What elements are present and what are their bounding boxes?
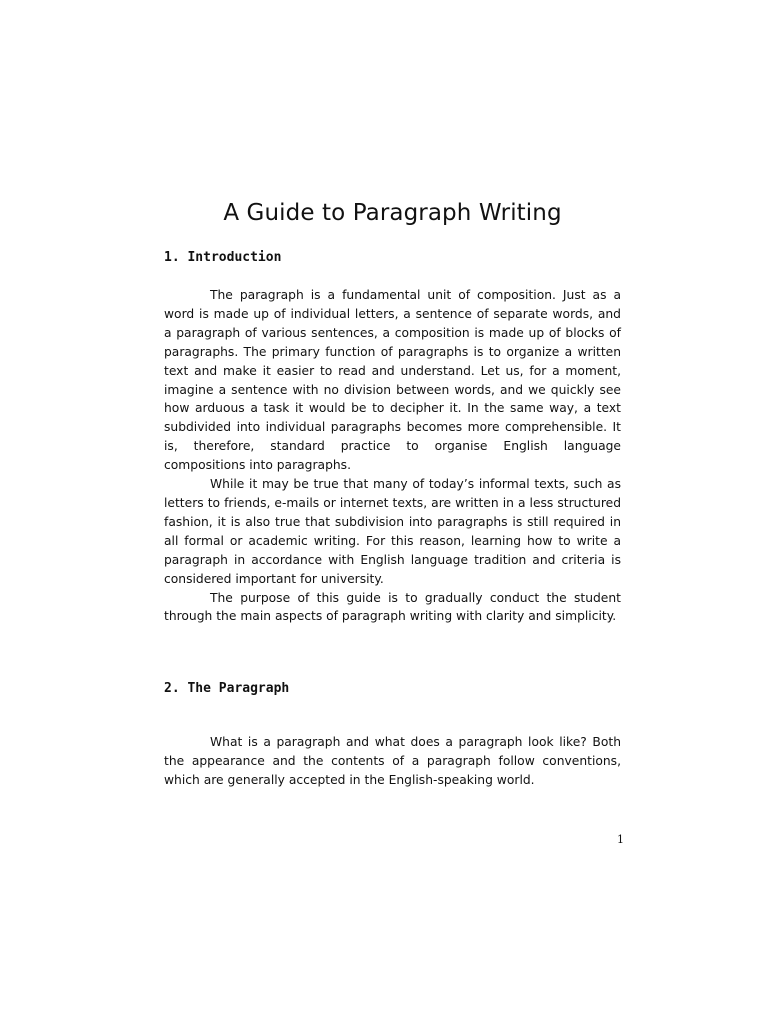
the-paragraph-body [164, 733, 621, 790]
section-heading-introduction: 1. Introduction [164, 250, 282, 265]
body-paragraph: What is a paragraph and what does a paragraph look like? Both the appearance and the contents of a paragraph follow conventions, which are generally accepted in the English-speaking world. [164, 735, 621, 787]
page-number: 1 [617, 833, 624, 846]
document-title: A Guide to Paragraph Writing [223, 200, 562, 226]
body-paragraph: The paragraph is a fundamental unit of composition. Just as a word is made up of individual letters, a sentence of separate words, and a paragraph of various sentences, a composition is made up of blocks of paragraphs. The primary function of paragraphs is to organize a written text and make it easier to read and understand. Let us, for a moment, imagine a sentence with no division between words, and we quickly see how arduous a task it would be to decipher it. In the same way, a text subdivided into individual paragraphs becomes more comprehensible. It is, therefore, standard practice to organise English language compositions into paragraphs. [164, 288, 621, 473]
introduction-body [164, 286, 621, 626]
body-paragraph: The purpose of this guide is to gradually conduct the student through the main aspects of paragraph writing with clarity and simplicity. [164, 590, 621, 624]
body-paragraph: While it may be true that many of today’s informal texts, such as letters to friends, e-mails or internet texts, are written in a less structured fashion, it is also true that subdivision into paragraphs is still required in all formal or academic writing. For this reason, learning how to write a paragraph in accordance with English language tradition and criteria is considered important for university. [164, 477, 621, 586]
section-heading-the-paragraph: 2. The Paragraph [164, 681, 290, 696]
